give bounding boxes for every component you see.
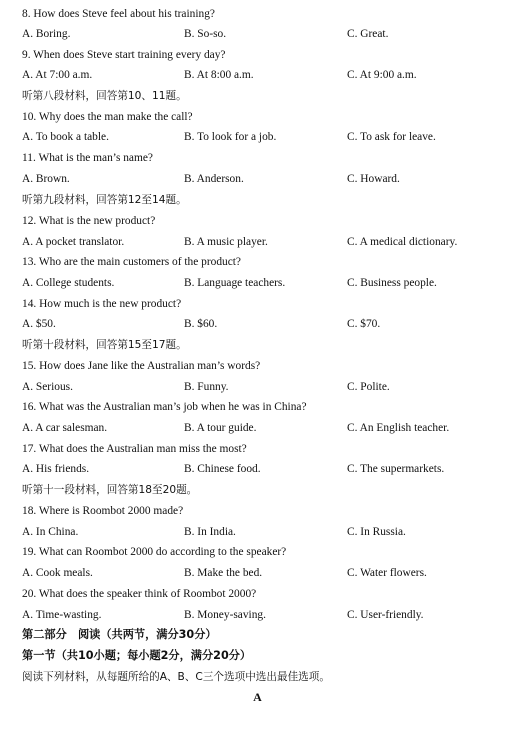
options-18 [0,525,515,539]
option-10b: B. To look for a job. [184,131,277,143]
option-14b: B. $60. [184,318,218,330]
options-14 [0,317,515,331]
question-20: 20. What does the speaker think of Roombot 2000? [22,588,257,600]
options-10 [0,130,515,144]
question-9: 9. When does Steve start training every day? [22,49,226,61]
options-17 [0,462,515,476]
option-15a: A. Serious. [22,381,73,393]
option-11b: B. Anderson. [184,173,244,185]
options-16 [0,421,515,435]
section-1-heading: 第一节（共10小题；每小题2分，满分20分） [22,649,252,662]
option-12c: C. A medical dictionary. [347,236,458,248]
option-10c: C. To ask for leave. [347,131,436,143]
option-13c: C. Business people. [347,277,437,289]
options-11 [0,172,515,186]
section-heading-11: 听第十一段材料，回答第18至20题。 [22,484,198,496]
question-19: 19. What can Roombot 2000 do according to the speaker? [22,546,287,558]
option-16c: C. An English teacher. [347,422,450,434]
option-18b: B. In India. [184,526,236,538]
option-9b: B. At 8:00 a.m. [184,69,254,81]
question-17: 17. What does the Australian man miss the most? [22,443,247,455]
option-17b: B. Chinese food. [184,463,261,475]
question-11: 11. What is the man’s name? [22,152,153,164]
option-17a: A. His friends. [22,463,90,475]
option-19b: B. Make the bed. [184,567,263,579]
section-heading-9: 听第九段材料，回答第12至14题。 [22,194,187,206]
options-19 [0,566,515,580]
section-heading-10: 听第十段材料，回答第15至17题。 [22,339,187,351]
option-11c: C. Howard. [347,173,400,185]
option-13a: A. College students. [22,277,115,289]
options-12 [0,235,515,249]
option-20b: B. Money-saving. [184,609,266,621]
option-12b: B. A music player. [184,236,268,248]
options-20 [0,608,515,622]
question-18: 18. Where is Roombot 2000 made? [22,505,184,517]
option-11a: A. Brown. [22,173,70,185]
question-12: 12. What is the new product? [22,215,156,227]
question-14: 14. How much is the new product? [22,298,182,310]
question-10: 10. Why does the man make the call? [22,111,193,123]
option-16b: B. A tour guide. [184,422,257,434]
reading-instruction: 阅读下列材料，从每题所给的A、B、C三个选项中选出最佳选项。 [22,671,330,683]
option-18a: A. In China. [22,526,79,538]
question-13: 13. Who are the main customers of the product? [22,256,241,268]
option-19c: C. Water flowers. [347,567,427,579]
option-16a: A. A car salesman. [22,422,108,434]
option-8c: C. Great. [347,28,389,40]
part-2-heading: 第二部分 阅读（共两节，满分30分） [22,628,217,641]
option-12a: A. A pocket translator. [22,236,125,248]
option-8a: A. Boring. [22,28,71,40]
section-heading-8: 听第八段材料，回答第10、11题。 [22,90,187,102]
option-8b: B. So-so. [184,28,227,40]
option-20a: A. Time-wasting. [22,609,102,621]
option-9a: A. At 7:00 a.m. [22,69,93,81]
options-13 [0,276,515,290]
question-15: 15. How does Jane like the Australian man’s words? [22,360,261,372]
options-15 [0,380,515,394]
option-18c: C. In Russia. [347,526,406,538]
options-8 [0,27,515,41]
option-14c: C. $70. [347,318,381,330]
option-9c: C. At 9:00 a.m. [347,69,417,81]
option-15b: B. Funny. [184,381,229,393]
option-15c: C. Polite. [347,381,390,393]
question-8: 8. How does Steve feel about his training? [22,8,215,20]
option-20c: C. User-friendly. [347,609,424,621]
option-13b: B. Language teachers. [184,277,286,289]
option-14a: A. $50. [22,318,56,330]
options-9 [0,68,515,82]
option-17c: C. The supermarkets. [347,463,445,475]
option-19a: A. Cook meals. [22,567,93,579]
option-10a: A. To book a table. [22,131,109,143]
passage-label: A [253,690,262,704]
question-16: 16. What was the Australian man’s job when he was in China? [22,401,307,413]
